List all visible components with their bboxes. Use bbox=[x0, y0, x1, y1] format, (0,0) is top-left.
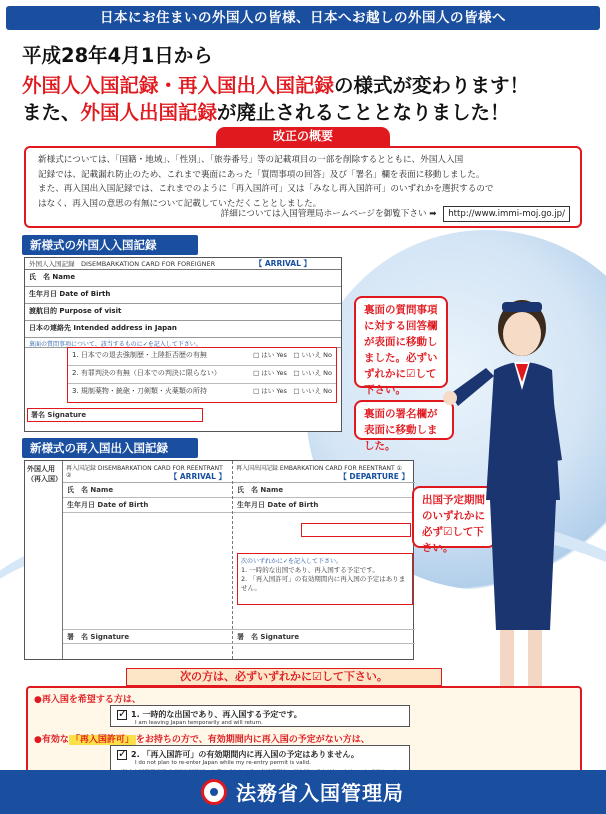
signature-field[interactable]: 署 名 Signature bbox=[233, 629, 415, 644]
summary-title: 改正の概要 bbox=[216, 127, 390, 146]
reentry-card bbox=[24, 460, 414, 660]
choice-1[interactable]: 1. 一時的な出国であり、再入国する予定です。 bbox=[241, 566, 379, 574]
question-box bbox=[67, 347, 337, 403]
yes-no bbox=[253, 386, 332, 395]
no-checkbox[interactable]: □ いいえ No bbox=[293, 369, 332, 377]
field-address: 日本の連絡先 Intended address in Japan bbox=[29, 324, 177, 332]
headline-change-rest: の様式が変わります！ bbox=[334, 74, 530, 97]
summary-text: はなく、再入国の意思の有無について記載していただくこととしました。 bbox=[38, 198, 322, 209]
choice-box bbox=[237, 553, 413, 605]
yes-checkbox[interactable]: □ はい Yes bbox=[253, 387, 287, 395]
card-header bbox=[233, 461, 415, 483]
summary-text: 新様式については、「国籍・地域」、「性別」、「旅券番号」等の記載項目の一部を削除するとともに、外国人入国 bbox=[38, 155, 464, 165]
top-banner: 日本にお住まいの外国人の皆様、日本へお越しの外国人の皆様へ bbox=[6, 6, 600, 30]
callout-departure: 出国予定期間のいずれかに必ず☑して下さい。 bbox=[412, 486, 496, 548]
field-dob: 生年月日 Date of Birth bbox=[29, 290, 111, 298]
headline-forms: 外国人入国記録・再入国出入国記録 bbox=[22, 74, 335, 97]
permit-highlight: 「再入国許可」 bbox=[70, 735, 134, 745]
card-title: 外国人入国記録 DISEMBARKATION CARD FOR FOREIGNER bbox=[29, 260, 216, 268]
permit-pre: ●有効な bbox=[34, 735, 69, 745]
checked-box-icon bbox=[117, 750, 127, 760]
question-row bbox=[68, 384, 336, 402]
question-text: 2. 有罪判決の有無（日本での判決に限らない） bbox=[72, 369, 221, 377]
headline-abolish bbox=[22, 97, 510, 125]
back-note: 裏面の質問事項について、該当するものに✓を記入して下さい。 bbox=[25, 338, 341, 348]
headline-date: 平成28年4月1日から bbox=[22, 44, 213, 67]
reentry-wish: ●再入国を希望する方は、 bbox=[34, 695, 141, 705]
choice-english: I am leaving Japan temporarily and will return. bbox=[135, 720, 263, 726]
card-row bbox=[25, 287, 341, 304]
homepage-link[interactable]: http://www.immi-moj.go.jp/ bbox=[443, 206, 570, 223]
choice-text: 2. 「再入国許可」の有効期間内に再入国の予定はありません。 bbox=[131, 750, 359, 759]
field-name: 氏 名 Name bbox=[29, 273, 76, 281]
choice-english: I do not plan to re-enter Japan while my re-entry permit is valid. bbox=[135, 760, 311, 766]
no-checkbox[interactable]: □ いいえ No bbox=[293, 351, 332, 359]
card-row bbox=[25, 270, 341, 287]
arrival-tag: 【 ARRIVAL 】 bbox=[254, 259, 311, 268]
question-text: 1. 日本での退去強制歴・上陸拒否歴の有無 bbox=[72, 351, 207, 359]
card-row bbox=[25, 304, 341, 321]
yes-checkbox[interactable]: □ はい Yes bbox=[253, 351, 287, 359]
reentry-disembarkation bbox=[63, 461, 233, 659]
reentry-embarkation bbox=[233, 461, 415, 659]
checked-box-icon bbox=[117, 710, 127, 720]
headline-embarkation: 外国人出国記録 bbox=[80, 101, 218, 124]
headline-change bbox=[22, 70, 529, 98]
example-choice-1 bbox=[110, 705, 410, 727]
side-label: 外国人用（再入国） bbox=[25, 461, 63, 659]
permit-holder bbox=[34, 732, 370, 745]
headline-also: また、 bbox=[22, 101, 81, 124]
summary-box bbox=[24, 146, 582, 228]
section-title-arrival: 新様式の外国人入国記録 bbox=[22, 235, 198, 255]
departure-period-box[interactable] bbox=[301, 523, 411, 537]
detail-text: 詳細については入国管理局ホームページを御覧下さい ➡ bbox=[220, 208, 437, 219]
summary-detail bbox=[221, 206, 570, 223]
summary-text: また、再入国出入国記録では、これまでのように「再入国許可」又は「みなし再入国許可」のいずれかを選択するので bbox=[38, 184, 494, 194]
headline-abolish-rest: が廃止されることとなりました！ bbox=[217, 101, 510, 124]
callout-questions: 裏面の質問事項に対する回答欄が表面に移動しました。必ずいずれかに☑して下さい。 bbox=[354, 296, 448, 388]
immigration-emblem-icon bbox=[201, 779, 227, 805]
signature-field[interactable]: 署 名 Signature bbox=[63, 629, 233, 644]
question-row bbox=[68, 366, 336, 384]
callout-signature: 裏面の署名欄が表面に移動しました。 bbox=[354, 400, 454, 440]
disembarkation-card bbox=[24, 257, 342, 432]
choice-note: 次のいずれかに✓を記入して下さい。 bbox=[241, 558, 343, 565]
section-title-reentry: 新様式の再入国出入国記録 bbox=[22, 438, 198, 458]
choice-text: 1. 一時的な出国であり、再入国する予定です。 bbox=[131, 710, 302, 719]
choice-line bbox=[117, 749, 403, 760]
choice-2[interactable]: 2. 「再入国許可」の有効期間内に再入国の予定はありません。 bbox=[241, 575, 406, 592]
summary-text: 記録では、記載漏れ防止のため、これまで裏面にあった「質問事項の回答」及び「署名」欄を表面に移動しました。 bbox=[38, 169, 485, 180]
card-row bbox=[25, 321, 341, 338]
card-title: 再入国出国記録 EMBARKATION CARD FOR REENTRANT ① bbox=[236, 465, 402, 472]
departure-tag: 【 DEPARTURE 】 bbox=[339, 472, 409, 481]
footer bbox=[0, 770, 606, 814]
yes-checkbox[interactable]: □ はい Yes bbox=[253, 369, 287, 377]
organization-name: 法務省入国管理局 bbox=[236, 781, 404, 805]
signature-field[interactable]: 署名 Signature bbox=[27, 408, 203, 422]
field-purpose: 渡航目的 Purpose of visit bbox=[29, 307, 122, 315]
card-header bbox=[63, 461, 232, 483]
field-dob[interactable]: 生年月日 Date of Birth bbox=[63, 498, 232, 513]
bottom-title: 次の方は、必ずいずれかに☑して下さい。 bbox=[126, 668, 442, 686]
yes-no bbox=[253, 368, 332, 377]
no-checkbox[interactable]: □ いいえ No bbox=[293, 387, 332, 395]
field-name[interactable]: 氏 名 Name bbox=[63, 483, 232, 498]
field-dob[interactable]: 生年月日 Date of Birth bbox=[233, 498, 415, 513]
permit-rest: をお持ちの方で、有効期間内に再入国の予定がない方は、 bbox=[135, 735, 370, 745]
card-title: 再入国記録 DISEMBARKATION CARD FOR REENTRANT ② bbox=[66, 465, 223, 479]
question-text: 3. 規制薬物・銃砲・刀剣類・火薬類の所持 bbox=[72, 387, 207, 395]
arrival-tag: 【 ARRIVAL 】 bbox=[169, 472, 226, 481]
yes-no bbox=[253, 350, 332, 359]
question-row bbox=[68, 348, 336, 366]
field-name[interactable]: 氏 名 Name bbox=[233, 483, 415, 498]
card-header bbox=[25, 258, 341, 270]
choice-line bbox=[117, 709, 403, 720]
